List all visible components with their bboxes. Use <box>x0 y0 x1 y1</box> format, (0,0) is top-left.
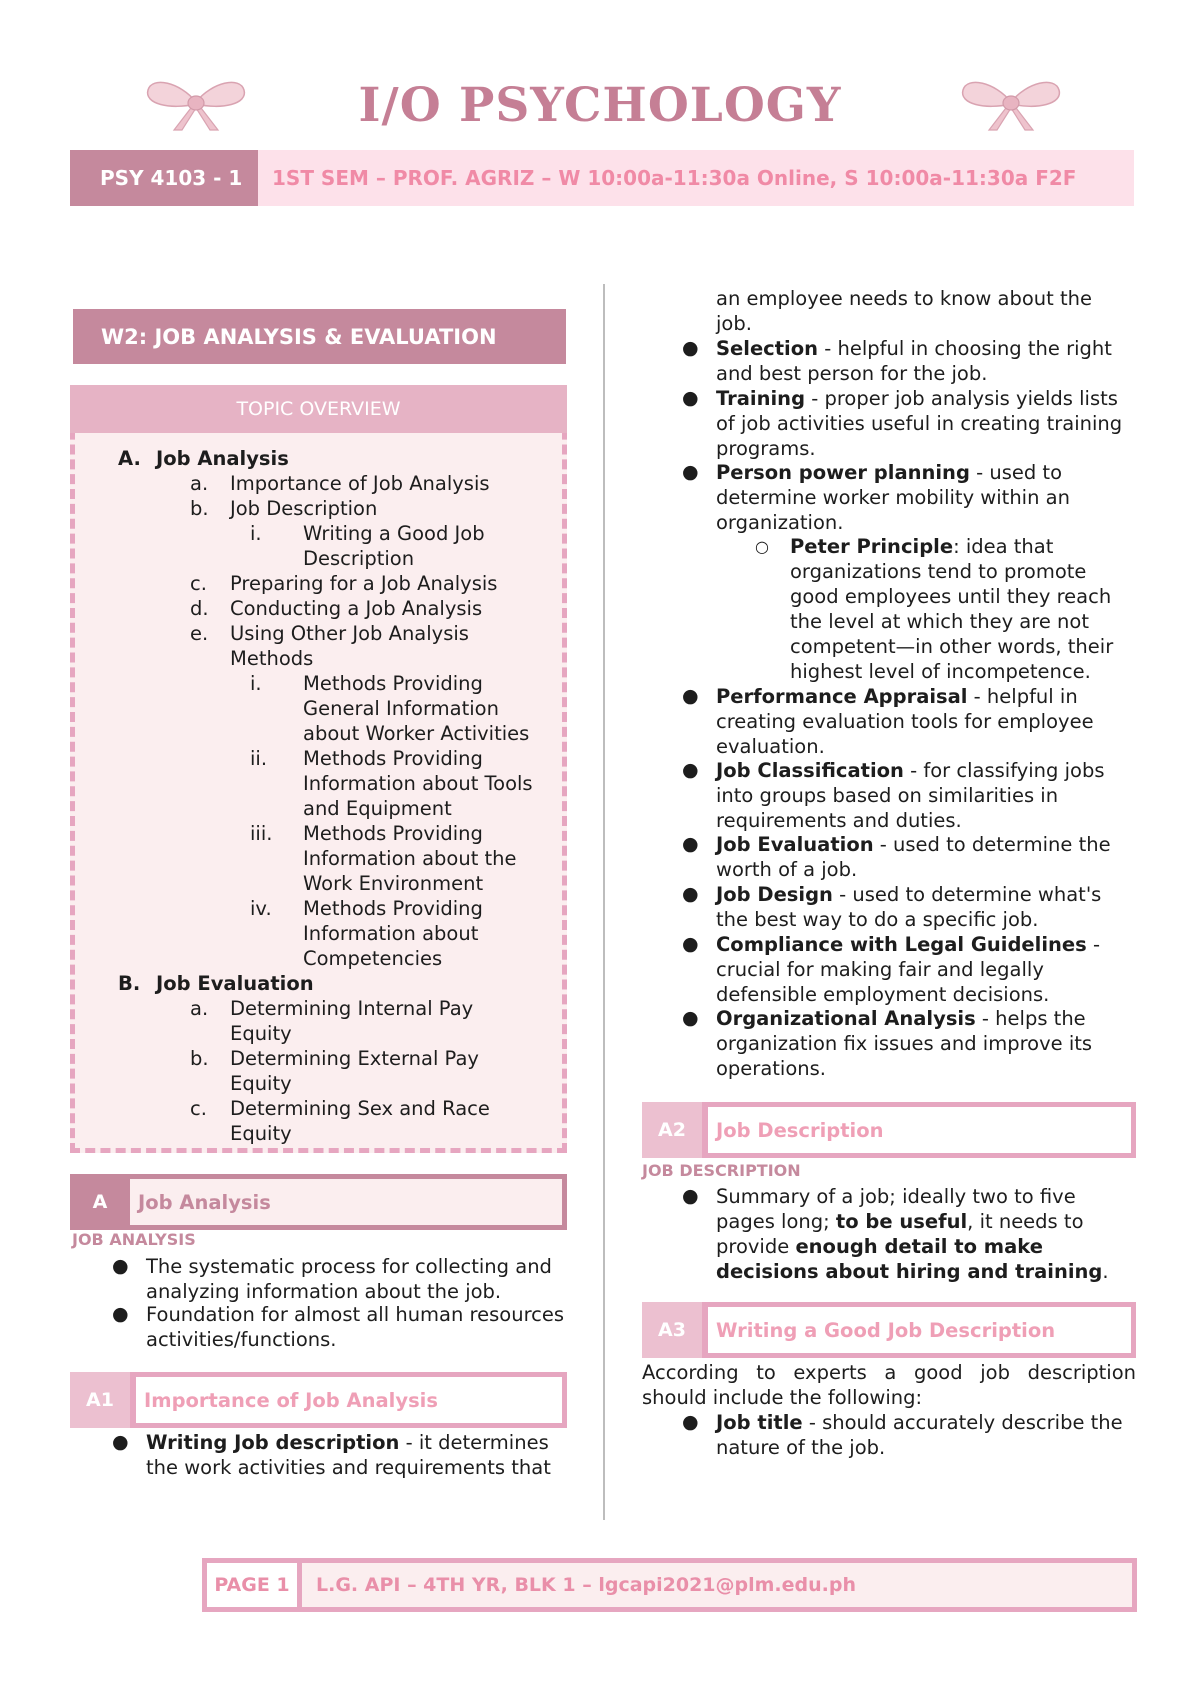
bullet-dot-icon: ● <box>682 337 699 359</box>
list-item: ● Organizational Analysis - helps the organization fix issues and improve its operations. <box>682 1007 1093 1080</box>
list-item-text: Using Other Job Analysis Methods <box>230 622 469 670</box>
section-caption: JOB ANALYSIS <box>72 1230 196 1249</box>
overview-item <box>250 821 553 896</box>
overview-item <box>190 496 520 521</box>
bullet-dot-icon: ● <box>682 1007 699 1029</box>
course-code: PSY 4103 - 1 <box>70 150 258 206</box>
paragraph: According to experts a good job description should include the following: <box>642 1361 1136 1409</box>
bullet-dot-icon: ● <box>112 1255 129 1277</box>
bullet-dot-icon: ● <box>682 883 699 905</box>
bullet-dot-icon: ● <box>682 387 699 409</box>
list-marker: iii. <box>250 822 273 845</box>
bullet-dot-icon: ● <box>682 685 699 707</box>
list-item: ● Job title - should accurately describe the nature of the job. <box>682 1411 1123 1459</box>
overview-item <box>118 446 516 471</box>
list-item-text: Job Evaluation <box>156 972 314 995</box>
list-item: ● Person power planning - used to determine worker mobility within an organization. <box>682 461 1070 534</box>
page-footer <box>202 1558 1137 1612</box>
section-a-header <box>70 1174 567 1230</box>
overview-item <box>190 996 500 1046</box>
footer-info: L.G. API – 4TH YR, BLK 1 – lgcapi2021@plm.edu.ph <box>316 1574 857 1596</box>
list-marker: A. <box>118 447 141 470</box>
list-item-text: Methods Providing Information about Competencies <box>303 897 483 970</box>
overview-item <box>190 571 520 596</box>
section-a3-header <box>642 1302 1136 1358</box>
list-marker: B. <box>118 972 141 995</box>
bullet-dot-icon: ● <box>682 833 699 855</box>
document-title: I/O PSYCHOLOGY <box>358 78 842 133</box>
section-tag: A1 <box>70 1372 130 1428</box>
list-marker: i. <box>250 672 262 695</box>
overview-item <box>250 896 553 971</box>
overview-item <box>118 971 516 996</box>
list-item: ● Performance Appraisal - helpful in creating evaluation tools for employee evaluation. <box>682 685 1094 758</box>
list-marker: d. <box>190 597 209 620</box>
overview-item <box>190 596 520 621</box>
list-marker: b. <box>190 1047 209 1070</box>
week-title: W2: JOB ANALYSIS & EVALUATION <box>73 309 566 364</box>
list-item-text: Methods Providing General Information about Worker Activities <box>303 672 530 745</box>
course-info: 1ST SEM – PROF. AGRIZ – W 10:00a-11:30a Online, S 10:00a-11:30a F2F <box>272 166 1077 190</box>
bullet-dot-icon: ● <box>682 759 699 781</box>
list-item: ● The systematic process for collecting and analyzing information about the job. <box>112 1255 552 1303</box>
section-label: Importance of Job Analysis <box>144 1388 438 1412</box>
list-marker: i. <box>250 522 262 545</box>
section-label: Writing a Good Job Description <box>716 1318 1056 1342</box>
list-item: ● Job Evaluation - used to determine the worth of a job. <box>682 833 1111 881</box>
page-number: PAGE 1 <box>202 1558 302 1612</box>
list-marker: c. <box>190 1097 207 1120</box>
list-item: ○ Peter Principle: idea that organizations tend to promote good employees until they reach the level at which they are not competent—in other words, their highest level of incompetence. <box>755 535 1114 683</box>
overview-item <box>190 471 520 496</box>
bullet-ring-icon: ○ <box>755 537 769 556</box>
list-item-text: Writing a Good Job Description <box>303 522 485 570</box>
overview-item <box>190 621 520 671</box>
overview-item <box>190 1046 500 1096</box>
list-marker: c. <box>190 572 207 595</box>
list-item-text: Preparing for a Job Analysis <box>230 572 498 595</box>
section-a1-header <box>70 1372 567 1428</box>
bullet-dot-icon: ● <box>682 933 699 955</box>
ribbon-bow-icon <box>955 72 1067 134</box>
list-item-text: Methods Providing Information about the Work Environment <box>303 822 517 895</box>
list-marker: b. <box>190 497 209 520</box>
section-label: Job Description <box>716 1118 884 1142</box>
bullet-dot-icon: ● <box>682 1185 699 1207</box>
section-tag: A <box>70 1174 130 1230</box>
course-bar <box>70 150 1134 206</box>
list-item: ● Writing Job description - it determines the work activities and requirements that <box>112 1431 551 1479</box>
list-marker: iv. <box>250 897 272 920</box>
list-item: ● Training - proper job analysis yields lists of job activities useful in creating training programs. <box>682 387 1123 460</box>
list-item-text: Job Analysis <box>156 447 289 470</box>
section-tag: A2 <box>642 1102 702 1158</box>
bullet-dot-icon: ● <box>112 1303 129 1325</box>
overview-item <box>250 746 553 821</box>
list-item: ● Job Design - used to determine what's the best way to do a specific job. <box>682 883 1102 931</box>
list-marker: a. <box>190 997 209 1020</box>
section-a2-header <box>642 1102 1136 1158</box>
list-item-text: Determining Sex and Race Equity <box>230 1097 490 1145</box>
list-item-text: Importance of Job Analysis <box>230 472 490 495</box>
topic-overview-heading: TOPIC OVERVIEW <box>70 385 567 433</box>
overview-item <box>250 521 553 571</box>
list-item: ● Compliance with Legal Guidelines - crucial for making fair and legally defensible employment decisions. <box>682 933 1100 1006</box>
bullet-dot-icon: ● <box>682 461 699 483</box>
section-caption: JOB DESCRIPTION <box>642 1161 801 1180</box>
list-item-text: Determining Internal Pay Equity <box>230 997 474 1045</box>
list-item: ● Selection - helpful in choosing the right and best person for the job. <box>682 337 1112 385</box>
list-item-text: Conducting a Job Analysis <box>230 597 483 620</box>
list-item: ● Summary of a job; ideally two to five pages long; to be useful, it needs to provide enough detail to make decisions about hiring and training. <box>682 1185 1109 1283</box>
bullet-dot-icon: ● <box>682 1411 699 1433</box>
section-label: Job Analysis <box>138 1190 271 1214</box>
continued-text: an employee needs to know about the job. <box>716 287 1093 335</box>
bullet-dot-icon: ● <box>112 1431 129 1453</box>
list-marker: a. <box>190 472 209 495</box>
list-marker: ii. <box>250 747 268 770</box>
list-item: ● Job Classification - for classifying jobs into groups based on similarities in requirements and duties. <box>682 759 1105 832</box>
column-divider <box>603 284 605 1520</box>
list-item: ● Foundation for almost all human resources activities/functions. <box>112 1303 565 1351</box>
list-marker: e. <box>190 622 209 645</box>
list-item-text: Methods Providing Information about Tools and Equipment <box>303 747 533 820</box>
section-tag: A3 <box>642 1302 702 1358</box>
overview-item <box>250 671 553 746</box>
list-item-text: Determining External Pay Equity <box>230 1047 479 1095</box>
list-item-text: Job Description <box>230 497 378 520</box>
overview-item <box>190 1096 500 1146</box>
